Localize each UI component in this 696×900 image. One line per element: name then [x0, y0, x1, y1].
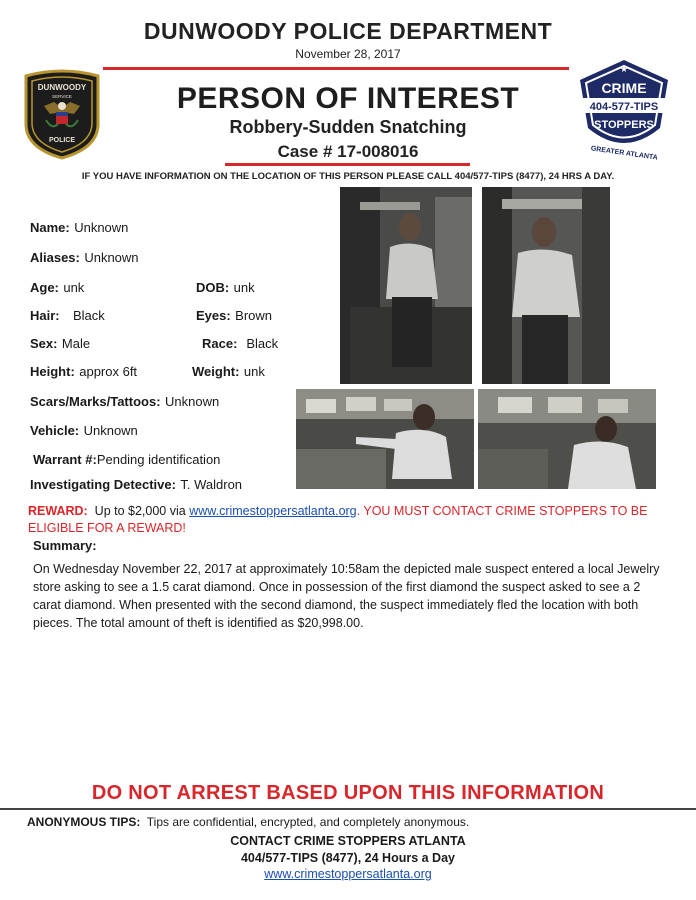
department-name: DUNWOODY POLICE DEPARTMENT — [143, 18, 553, 44]
detective-value: T. Waldron — [180, 477, 243, 492]
reward-text: Up to $2,000 via — [94, 504, 186, 518]
page-title: PERSON OF INTEREST — [176, 82, 520, 115]
dob-label: DOB: — [196, 280, 230, 295]
crime-stoppers-stoppers-text: STOPPERS — [594, 119, 654, 131]
crime-type: Robbery-Sudden Snatching — [229, 117, 467, 137]
weight-label: Weight: — [192, 364, 240, 379]
detail-height — [30, 363, 137, 381]
do-not-arrest-warning: DO NOT ARREST BASED UPON THIS INFORMATION — [91, 782, 605, 804]
detail-dob — [196, 279, 255, 297]
top-divider — [103, 67, 569, 70]
detail-age — [30, 279, 84, 297]
svg-text:★: ★ — [619, 65, 629, 75]
eyes-value: Brown — [235, 308, 273, 323]
badge-bottom-text: POLICE — [48, 137, 76, 144]
detail-eyes — [196, 307, 272, 325]
weight-value: unk — [243, 364, 265, 379]
hair-label: Hair: — [30, 308, 60, 323]
badge-service-text: SERVICE — [52, 94, 72, 99]
detail-name — [30, 219, 128, 237]
eyes-label: Eyes: — [196, 308, 231, 323]
anon-text: Tips are confidential, encrypted, and completely anonymous. — [146, 815, 470, 829]
summary-label: Summary: — [33, 538, 97, 553]
vehicle-label: Vehicle: — [30, 423, 80, 438]
aliases-value: Unknown — [84, 250, 139, 265]
reward-section — [28, 503, 678, 537]
hair-value: Black — [72, 308, 105, 323]
contact-line: CONTACT CRIME STOPPERS ATLANTA — [230, 834, 466, 848]
crime-stoppers-phone-text: 404-577-TIPS — [589, 101, 659, 113]
surveillance-photo-1 — [340, 187, 472, 384]
detail-detective — [30, 476, 242, 494]
crime-stoppers-region-text: GREATER ATLANTA — [590, 145, 659, 162]
age-label: Age: — [30, 280, 59, 295]
case-divider — [225, 163, 470, 166]
detail-hair — [30, 307, 105, 325]
age-value: unk — [63, 280, 85, 295]
reward-label: REWARD: — [28, 504, 88, 518]
race-value: Black — [246, 336, 279, 351]
summary-text: On Wednesday November 22, 2017 at approximately 10:58am the depicted male suspect entered a local Jewelry store asking to see a 1.5 carat diamond. Once in possession of the first diamond the suspect asked to see a 2 carat diamond. When presented with the second diamond, the suspect immediately fled the location with both pieces. The total amount of theft is identified as $20,998.00. — [33, 562, 660, 630]
detail-sex — [30, 335, 90, 353]
surveillance-photo-4 — [478, 389, 656, 489]
detail-weight — [192, 363, 265, 381]
info-line: IF YOU HAVE INFORMATION ON THE LOCATION OF THIS PERSON PLEASE CALL 404/577-TIPS (8477), 24 HRS A DAY. — [81, 171, 615, 182]
vehicle-value: Unknown — [83, 423, 138, 438]
detail-race — [202, 335, 278, 353]
reward-link[interactable]: www.crimestoppersatlanta.org — [189, 504, 357, 518]
badge-top-text: DUNWOODY — [37, 83, 87, 92]
name-label: Name: — [30, 220, 70, 235]
scars-label: Scars/Marks/Tattoos: — [30, 394, 161, 409]
height-value: approx 6ft — [79, 364, 138, 379]
detail-warrant — [33, 451, 220, 469]
case-number: Case # 17-008016 — [277, 142, 419, 161]
dob-value: unk — [233, 280, 255, 295]
detail-vehicle — [30, 422, 138, 440]
anonymous-tips — [27, 815, 469, 829]
surveillance-photo-2 — [482, 187, 610, 384]
crime-stoppers-crime-text: CRIME — [601, 80, 647, 96]
detective-label: Investigating Detective: — [30, 477, 176, 492]
anon-label: ANONYMOUS TIPS: — [27, 815, 141, 829]
surveillance-photo-3 — [296, 389, 474, 489]
warrant-label: Warrant #: — [33, 452, 97, 467]
detail-aliases — [30, 249, 139, 267]
warrant-value: Pending identification — [96, 452, 221, 467]
footer-divider — [0, 808, 696, 810]
flyer-date: November 28, 2017 — [295, 47, 401, 61]
name-value: Unknown — [74, 220, 129, 235]
scars-value: Unknown — [164, 394, 220, 409]
race-label: Race: — [202, 336, 238, 351]
detail-scars — [30, 393, 219, 411]
footer-link[interactable]: www.crimestoppersatlanta.org — [264, 867, 432, 881]
height-label: Height: — [30, 364, 75, 379]
aliases-label: Aliases: — [30, 250, 80, 265]
phone-line: 404/577-TIPS (8477), 24 Hours a Day — [240, 851, 455, 865]
reward-notice: . YOU MUST CONTACT CRIME STOPPERS TO BE ELIGIBLE FOR A REWARD! — [28, 504, 648, 535]
sex-value: Male — [61, 336, 91, 351]
sex-label: Sex: — [30, 336, 58, 351]
